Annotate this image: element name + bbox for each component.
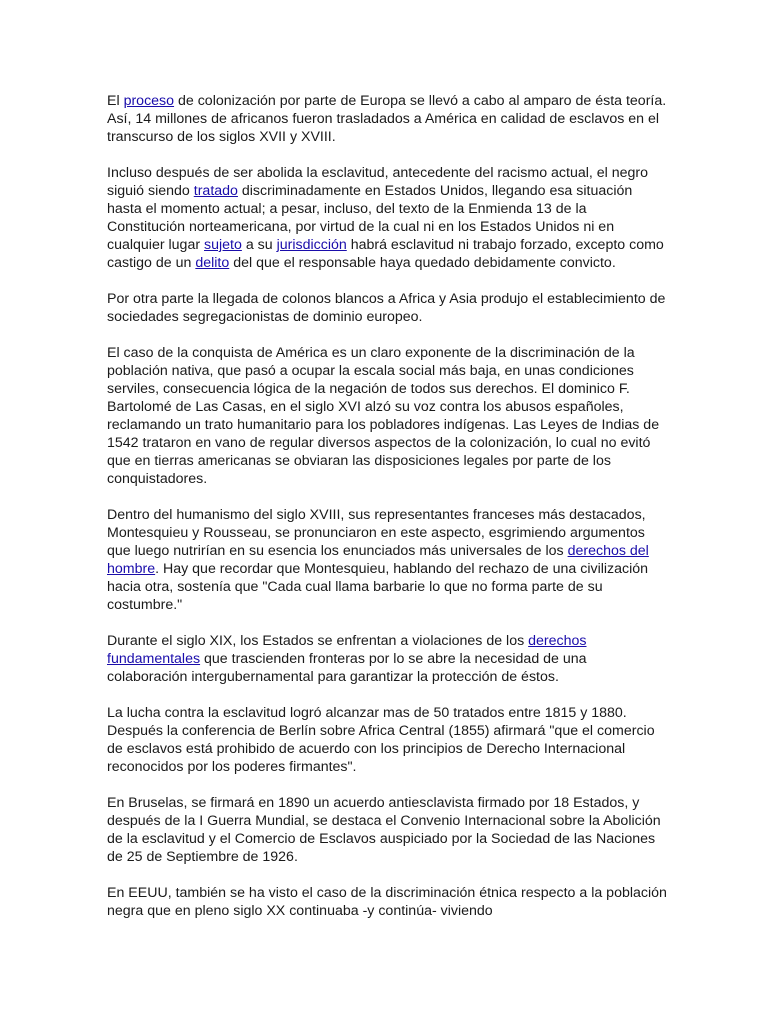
inline-link[interactable]: sujeto xyxy=(204,237,242,253)
paragraph xyxy=(107,704,667,776)
inline-link[interactable]: jurisdicción xyxy=(276,237,347,253)
paragraph-text: del que el responsable haya quedado debidamente convicto. xyxy=(229,255,616,271)
paragraph-text: que trascienden fronteras por lo se abre la necesidad de una colaboración intergubernamental para garantizar la protección de éstos. xyxy=(107,651,587,685)
paragraph-text: El caso de la conquista de América es un claro exponente de la discriminación de la población nativa, que pasó a ocupar la escala social más baja, en unas condiciones serviles, consecuencia lógica de la negación de todos sus derechos. El dominico F. Bartolomé de Las Casas, en el siglo XVI alzó su voz contra los abusos españoles, reclamando un trato humanitario para los pobladores indígenas. Las Leyes de Indias de 1542 trataron en vano de regular diversos aspectos de la colonización, lo cual no evitó que en tierras americanas se obviaran las disposiciones legales por parte de los conquistadores. xyxy=(107,345,660,487)
paragraph-text: El xyxy=(107,93,124,109)
paragraph xyxy=(107,884,667,920)
inline-link[interactable]: derechos del hombre xyxy=(107,543,649,577)
paragraph-text: La lucha contra la esclavitud logró alcanzar mas de 50 tratados entre 1815 y 1880. Después la conferencia de Berlín sobre Africa Central (1855) afirmará "que el comercio de esclavos está prohibido de acuerdo con los principios de Derecho Internacional reconocidos por los poderes firmantes". xyxy=(107,705,655,775)
inline-link[interactable]: derechos fundamentales xyxy=(107,633,587,667)
paragraph-text: habrá esclavitud ni trabajo forzado, excepto como castigo de un xyxy=(107,237,664,271)
paragraph-text: Dentro del humanismo del siglo XVIII, sus representantes franceses más destacados, Montesquieu y Rousseau, se pronunciaron en este aspecto, esgrimiendo argumentos que luego nutrirían en su esencia los enunciados más universales de los xyxy=(107,507,646,559)
paragraph xyxy=(107,290,667,326)
paragraph-text: Incluso después de ser abolida la esclavitud, antecedente del racismo actual, el negro siguió siendo xyxy=(107,165,649,199)
inline-link[interactable]: proceso xyxy=(123,93,175,109)
paragraph-text: En EEUU, también se ha visto el caso de la discriminación étnica respecto a la población negra que en pleno siglo XX continuaba -y continúa- viviendo xyxy=(107,885,667,919)
paragraph xyxy=(107,344,667,488)
paragraph-text: Durante el siglo XIX, los Estados se enfrentan a violaciones de los xyxy=(107,633,529,649)
paragraph xyxy=(107,92,667,146)
inline-link[interactable]: delito xyxy=(195,255,230,271)
paragraph-text: . Hay que recordar que Montesquieu, hablando del rechazo de una civilización hacia otra, sostenía que "Cada cual llama barbarie lo que no forma parte de su costumbre." xyxy=(107,561,649,613)
document-body xyxy=(107,92,667,938)
paragraph-text: de colonización por parte de Europa se llevó a cabo al amparo de ésta teoría. Así, 14 millones de africanos fueron trasladados a América en calidad de esclavos en el transcurso de los siglos XVII y XVIII. xyxy=(107,93,667,145)
paragraph-text: a su xyxy=(241,237,277,253)
paragraph xyxy=(107,632,667,686)
paragraph xyxy=(107,506,667,614)
paragraph-text: discriminadamente en Estados Unidos, llegando esa situación hasta el momento actual; a pesar, incluso, del texto de la Enmienda 13 de la Constitución norteamericana, por virtud de la cual ni en los Estados Unidos ni en cualquier lugar xyxy=(107,183,633,253)
inline-link[interactable]: tratado xyxy=(193,183,238,199)
paragraph-text: En Bruselas, se firmará en 1890 un acuerdo antiesclavista firmado por 18 Estados, y después de la I Guerra Mundial, se destaca el Convenio Internacional sobre la Abolición de la esclavitud y el Comercio de Esclavos auspiciado por la Sociedad de las Naciones de 25 de Septiembre de 1926. xyxy=(107,795,661,865)
paragraph-text: Por otra parte la llegada de colonos blancos a Africa y Asia produjo el establecimiento de sociedades segregacionistas de dominio europeo. xyxy=(107,291,666,325)
paragraph xyxy=(107,164,667,272)
paragraph xyxy=(107,794,667,866)
